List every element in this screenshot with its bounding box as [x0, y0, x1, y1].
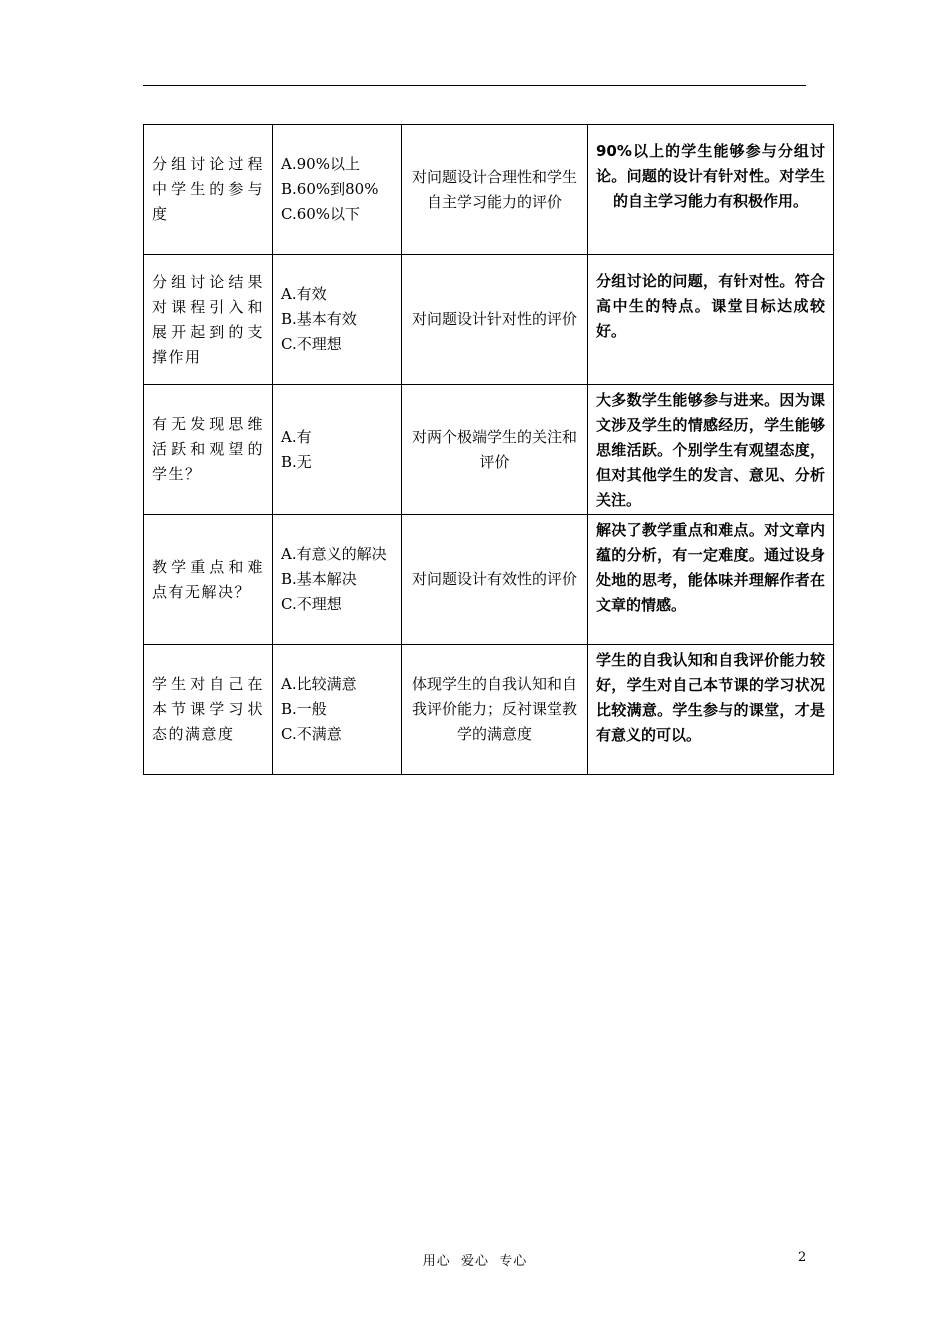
question-cell: 分组讨论过程中学生的参与度 — [144, 125, 273, 255]
purpose-cell: 对问题设计合理性和学生自主学习能力的评价 — [402, 125, 588, 255]
option-item: B.基本有效 — [281, 310, 357, 328]
purpose-cell: 对两个极端学生的关注和评价 — [402, 385, 588, 515]
option-item: B.60%到80% — [281, 180, 379, 198]
options-cell — [273, 385, 402, 515]
option-item: A.比较满意 — [281, 675, 357, 693]
result-cell: 90%以上的学生能够参与分组讨论。问题的设计有针对性。对学生的自主学习能力有积极作用。 — [588, 125, 834, 255]
question-cell: 学生对自己在本节课学习状态的满意度 — [144, 645, 273, 775]
option-item — [281, 542, 393, 567]
option-item: C.不理想 — [281, 335, 342, 353]
option-item: B.基本解决 — [281, 570, 357, 588]
evaluation-table — [143, 124, 834, 775]
result-cell: 分组讨论的问题，有针对性。符合高中生的特点。课堂目标达成较好。 — [588, 255, 834, 385]
option-item: B.无 — [281, 452, 312, 471]
result-cell: 解决了教学重点和难点。对文章内蕴的分析，有一定难度。通过设身处地的思考，能体味并理解作者在文章的情感。 — [588, 515, 834, 645]
option-item: A.有效 — [281, 285, 327, 303]
table-row — [144, 645, 834, 775]
options-cell — [273, 645, 402, 775]
result-cell: 学生的自我认知和自我评价能力较好，学生对自己本节课的学习状况比较满意。学生参与的课堂，才是有意义的可以。 — [588, 645, 834, 775]
option-text: A.有意义的解决 — [281, 545, 387, 563]
purpose-cell: 对问题设计有效性的评价 — [402, 515, 588, 645]
option-item: C.60%以下 — [281, 205, 361, 223]
table-row — [144, 255, 834, 385]
option-item: A.有 — [281, 427, 312, 446]
options-cell — [273, 515, 402, 645]
purpose-cell: 体现学生的自我认知和自我评价能力；反衬课堂教学的满意度 — [402, 645, 588, 775]
option-item: B.一般 — [281, 700, 327, 718]
table-row — [144, 125, 834, 255]
result-cell: 大多数学生能够参与进来。因为课文涉及学生的情感经历，学生能够思维活跃。个别学生有观望态度，但对其他学生的发言、意见、分析关注。 — [588, 385, 834, 515]
table-row — [144, 515, 834, 645]
question-cell: 有无发现思维活跃和观望的学生？ — [144, 385, 273, 515]
page-number: 2 — [798, 1250, 807, 1265]
question-cell: 教学重点和难点有无解决？ — [144, 515, 273, 645]
footer-text: 用心 爱心 专心 — [422, 1254, 528, 1269]
options-cell — [273, 255, 402, 385]
options-cell — [273, 125, 402, 255]
option-item: C.不理想 — [281, 595, 342, 613]
option-item: A.90%以上 — [281, 155, 360, 173]
option-item: C.不满意 — [281, 725, 342, 743]
question-cell: 分组讨论结果对课程引入和展开起到的支撑作用 — [144, 255, 273, 385]
purpose-cell: 对问题设计针对性的评价 — [402, 255, 588, 385]
header-rule — [143, 85, 806, 86]
table-row — [144, 385, 834, 515]
